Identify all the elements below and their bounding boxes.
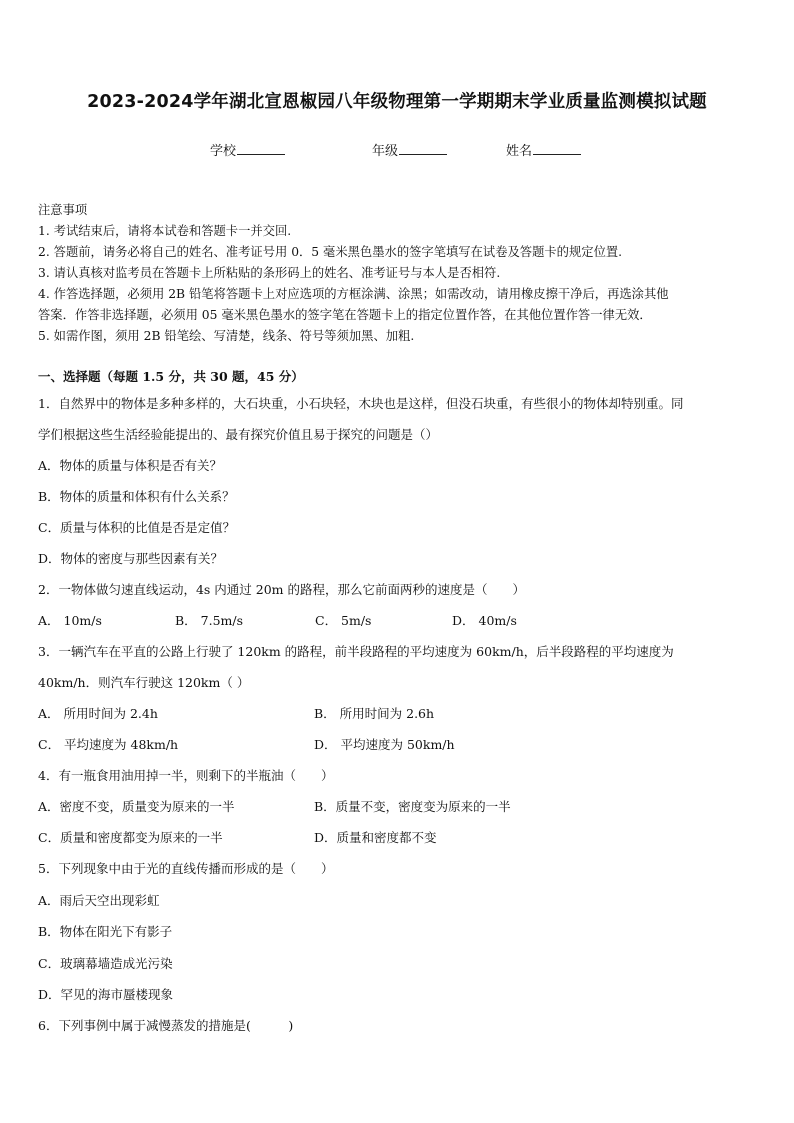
grade-blank[interactable] [399, 142, 447, 155]
grade-label: 年级 [372, 144, 399, 159]
question-4-stem: 4．有一瓶食用油用掉一半，则剩下的半瓶油（ ） [38, 768, 334, 783]
question-2-option-b[interactable]: B． 7.5m/s [175, 613, 244, 628]
question-5-option-d[interactable]: D．罕见的海市蜃楼现象 [38, 987, 174, 1002]
notice-line: 5. 如需作图，须用 2B 铅笔绘、写清楚，线条、符号等须加黑、加粗. [38, 329, 415, 343]
student-info-fields [0, 140, 794, 162]
question-5-option-a[interactable]: A．雨后天空出现彩虹 [38, 893, 160, 908]
notice-line: 1. 考试结束后，请将本试卷和答题卡一并交回. [38, 224, 292, 238]
question-4-option-a[interactable]: A．密度不变，质量变为原来的一半 [38, 799, 235, 814]
name-blank[interactable] [533, 142, 581, 155]
question-2-option-a[interactable]: A． 10m/s [38, 613, 102, 628]
notice-line: 3. 请认真核对监考员在答题卡上所粘贴的条形码上的姓名、准考证号与本人是否相符. [38, 266, 501, 280]
notice-block [38, 200, 758, 347]
notice-line: 4. 作答选择题，必须用 2B 铅笔将答题卡上对应选项的方框涂满、涂黑；如需改动，请用橡皮擦干净后，再选涂其他 [38, 287, 669, 301]
question-2-options [38, 610, 760, 632]
page-title: 2023-2024学年湖北宣恩椒园八年级物理第一学期期末学业质量监测模拟试题 [87, 92, 707, 112]
question-1-stem: 1．自然界中的物体是多种多样的，大石块重，小石块轻，木块也是这样，但没石块重，有些很小的物体却特别重。同 [38, 396, 684, 411]
question-5-option-c[interactable]: C．玻璃幕墙造成光污染 [38, 956, 173, 971]
question-3-options-row1 [38, 703, 760, 725]
question-2-option-c[interactable]: C． 5m/s [315, 613, 372, 628]
notice-line: 2. 答题前，请务必将自己的姓名、准考证号用 0．5 毫米黑色墨水的签字笔填写在试卷及答题卡的规定位置. [38, 245, 623, 259]
question-5-option-b[interactable]: B．物体在阳光下有影子 [38, 924, 173, 939]
question-1-stem-cont: 学们根据这些生活经验能提出的、最有探究价值且易于探究的问题是（） [38, 427, 439, 442]
question-3-option-d[interactable]: D． 平均速度为 50km/h [314, 737, 455, 752]
question-3-stem: 3．一辆汽车在平直的公路上行驶了 120km 的路程，前半段路程的平均速度为 60km/h，后半段路程的平均速度为 [38, 644, 674, 659]
question-1-option-c[interactable]: C．质量与体积的比值是否是定值？ [38, 520, 236, 535]
question-3-option-b[interactable]: B． 所用时间为 2.6h [314, 706, 435, 721]
question-5-stem: 5．下列现象中由于光的直线传播而形成的是（ ） [38, 861, 334, 876]
grade-field [372, 140, 447, 159]
question-4-option-c[interactable]: C．质量和密度都变为原来的一半 [38, 830, 223, 845]
question-4-option-d[interactable]: D．质量和密度都不变 [314, 830, 437, 845]
question-3-option-a[interactable]: A． 所用时间为 2.4h [38, 706, 158, 721]
section-heading: 一、选择题（每题 1.5 分，共 30 题，45 分） [38, 369, 304, 384]
name-label: 姓名 [506, 144, 533, 159]
question-1-option-d[interactable]: D．物体的密度与那些因素有关？ [38, 551, 224, 566]
question-4-options-row1 [38, 796, 760, 818]
question-1-option-b[interactable]: B．物体的质量和体积有什么关系？ [38, 489, 235, 504]
question-4-option-b[interactable]: B．质量不变，密度变为原来的一半 [314, 799, 511, 814]
school-field [210, 140, 285, 159]
notice-line: 答案．作答非选择题，必须用 05 毫米黑色墨水的签字笔在答题卡上的指定位置作答，在其他位置作答一律无效． [38, 308, 652, 322]
school-blank[interactable] [237, 142, 285, 155]
question-3-stem-cont: 40km/h．则汽车行驶这 120km（ ） [38, 675, 250, 690]
question-2-stem: 2．一物体做匀速直线运动，4s 内通过 20m 的路程，那么它前面两秒的速度是（ ） [38, 582, 526, 597]
question-1-option-a[interactable]: A．物体的质量与体积是否有关？ [38, 458, 223, 473]
question-3-option-c[interactable]: C． 平均速度为 48km/h [38, 737, 179, 752]
notice-heading: 注意事项 [38, 203, 88, 217]
school-label: 学校 [210, 144, 237, 159]
name-field [506, 140, 581, 159]
question-2-option-d[interactable]: D． 40m/s [452, 613, 517, 628]
question-4-options-row2 [38, 827, 760, 849]
question-6-stem: 6．下列事例中属于减慢蒸发的措施是( ) [38, 1018, 294, 1033]
question-3-options-row2 [38, 734, 760, 756]
